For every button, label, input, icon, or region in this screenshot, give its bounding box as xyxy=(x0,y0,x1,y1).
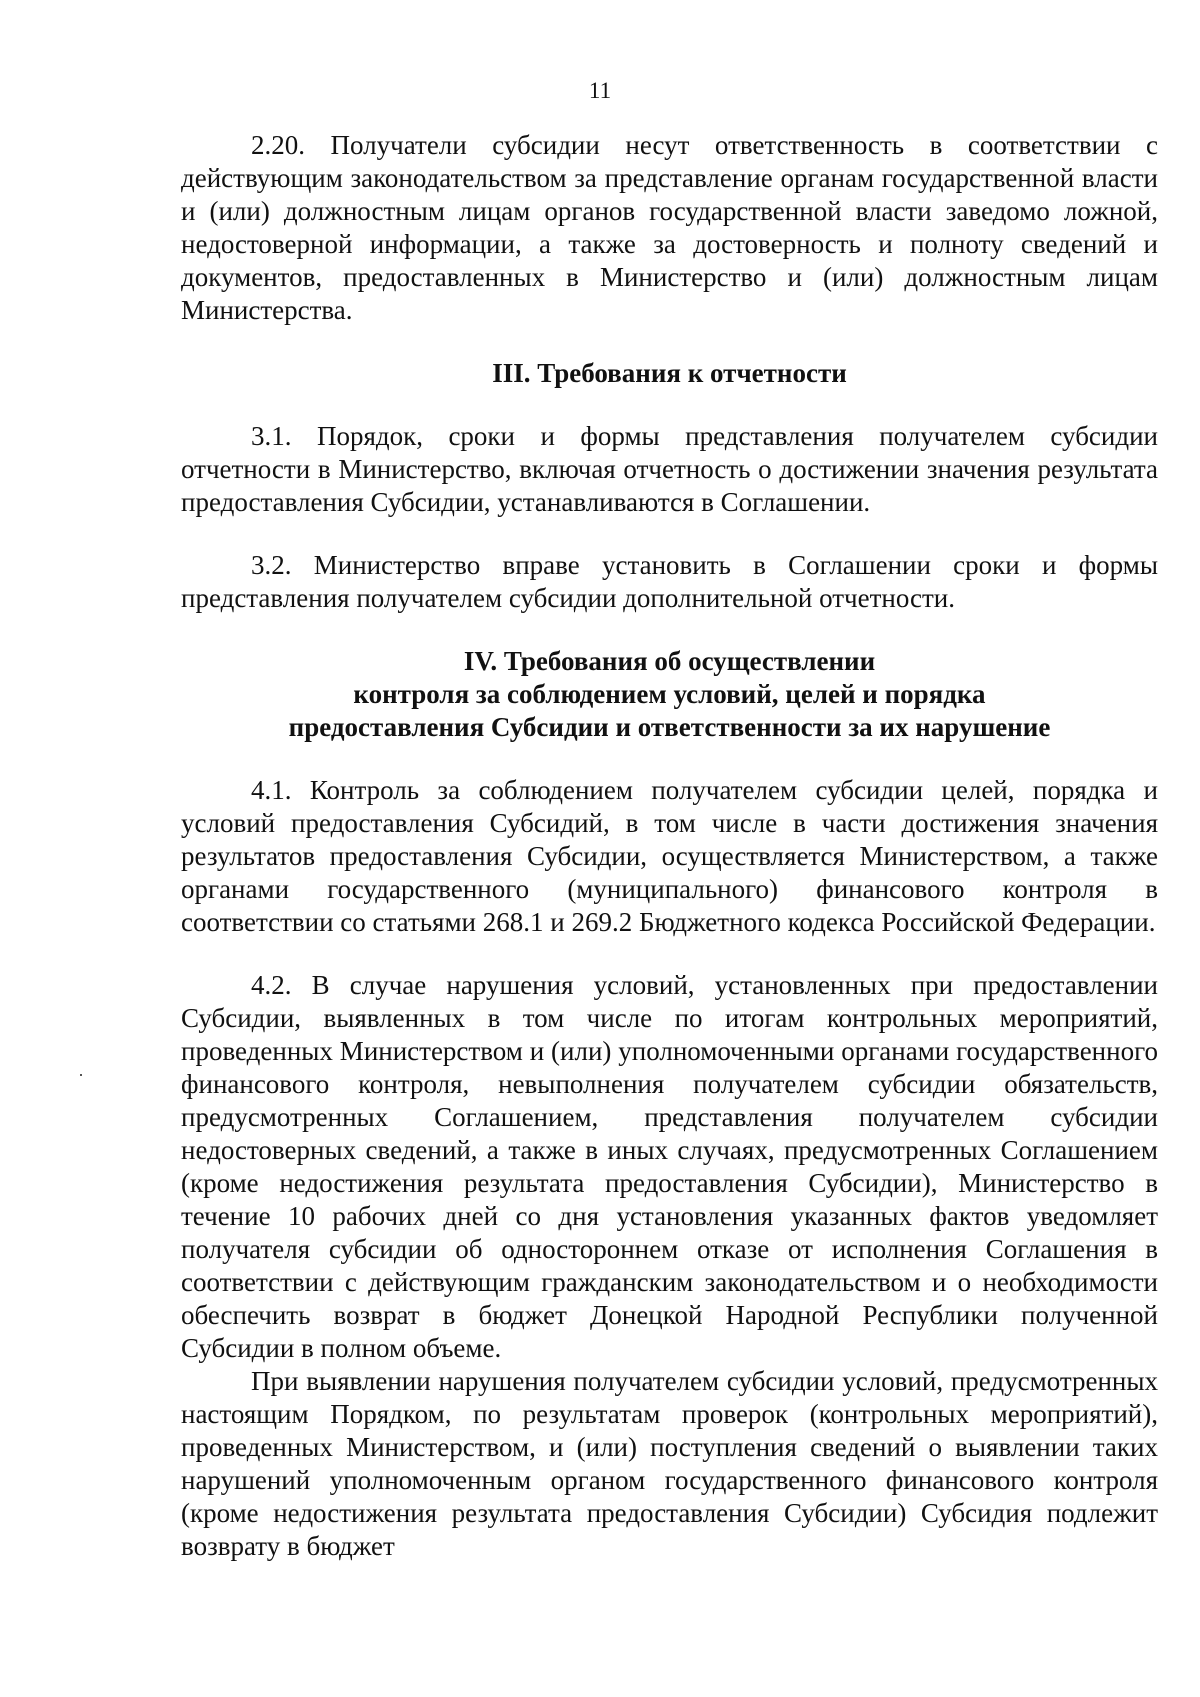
paragraph-3-2: 3.2. Министерство вправе установить в Соглашении сроки и формы представления получателем субсидии дополнительной отчетности. xyxy=(181,550,1158,613)
paragraph-4-1: 4.1. Контроль за соблюдением получателем субсидии целей, порядка и условий предоставления Субсидий, в том числе в части достижения значения результатов предоставления Субсидии, осуществляется Министерством, а также органами государственного (муниципального) финансового контроля в соответствии со статьями 268.1 и 269.2 Бюджетного кодекса Российской Федерации. xyxy=(181,775,1158,937)
document-body xyxy=(181,129,1158,1563)
scan-artifact-dot xyxy=(80,1074,82,1076)
paragraph-2-20: 2.20. Получатели субсидии несут ответственность в соответствии с действующим законодательством за представление органам государственной власти и (или) должностным лицам органов государственной власти заведомо ложной, недостоверной информации, а также за достоверность и полноту сведений и документов, предоставленных в Министерство и (или) должностным лицам Министерства. xyxy=(181,130,1158,325)
section-3-title: III. Требования к отчетности xyxy=(492,358,847,388)
page-number: 11 xyxy=(588,78,612,103)
paragraph-3-1: 3.1. Порядок, сроки и формы представления получателем субсидии отчетности в Министерство, включая отчетность о достижении значения результата предоставления Субсидии, устанавливаются в Соглашении. xyxy=(181,421,1158,517)
section-4-title-line-3: предоставления Субсидии и ответственности за их нарушение xyxy=(288,712,1051,742)
section-3-heading xyxy=(181,357,1158,390)
paragraph-4-2: 4.2. В случае нарушения условий, установленных при предоставлении Субсидии, выявленных в том числе по итогам контрольных мероприятий, проведенных Министерством и (или) уполномоченными органами государственного финансового контроля, невыполнения получателем субсидии обязательств, предусмотренных Соглашением, представления получателем субсидии недостоверных сведений, а также в иных случаях, предусмотренных Соглашением (кроме недостижения результата предоставления Субсидии), Министерство в течение 10 рабочих дней со дня установления указанных фактов уведомляет получателя субсидии об одностороннем отказе от исполнения Соглашения в соответствии с действующим гражданским законодательством и о необходимости обеспечить возврат в бюджет Донецкой Народной Республики полученной Субсидии в полном объеме. xyxy=(181,970,1158,1363)
section-4-title-line-2: контроля за соблюдением условий, целей и порядка xyxy=(353,679,986,709)
section-4-title-line-1: IV. Требования об осуществлении xyxy=(463,646,876,676)
paragraph-4-2-continued: При выявлении нарушения получателем субсидии условий, предусмотренных настоящим Порядком, по результатам проверок (контрольных мероприятий), проведенных Министерством, и (или) поступления сведений о выявлении таких нарушений уполномоченным органом государственного финансового контроля (кроме недостижения результата предоставления Субсидии) Субсидия подлежит возврату в бюджет xyxy=(181,1366,1158,1561)
section-4-heading xyxy=(181,645,1158,744)
